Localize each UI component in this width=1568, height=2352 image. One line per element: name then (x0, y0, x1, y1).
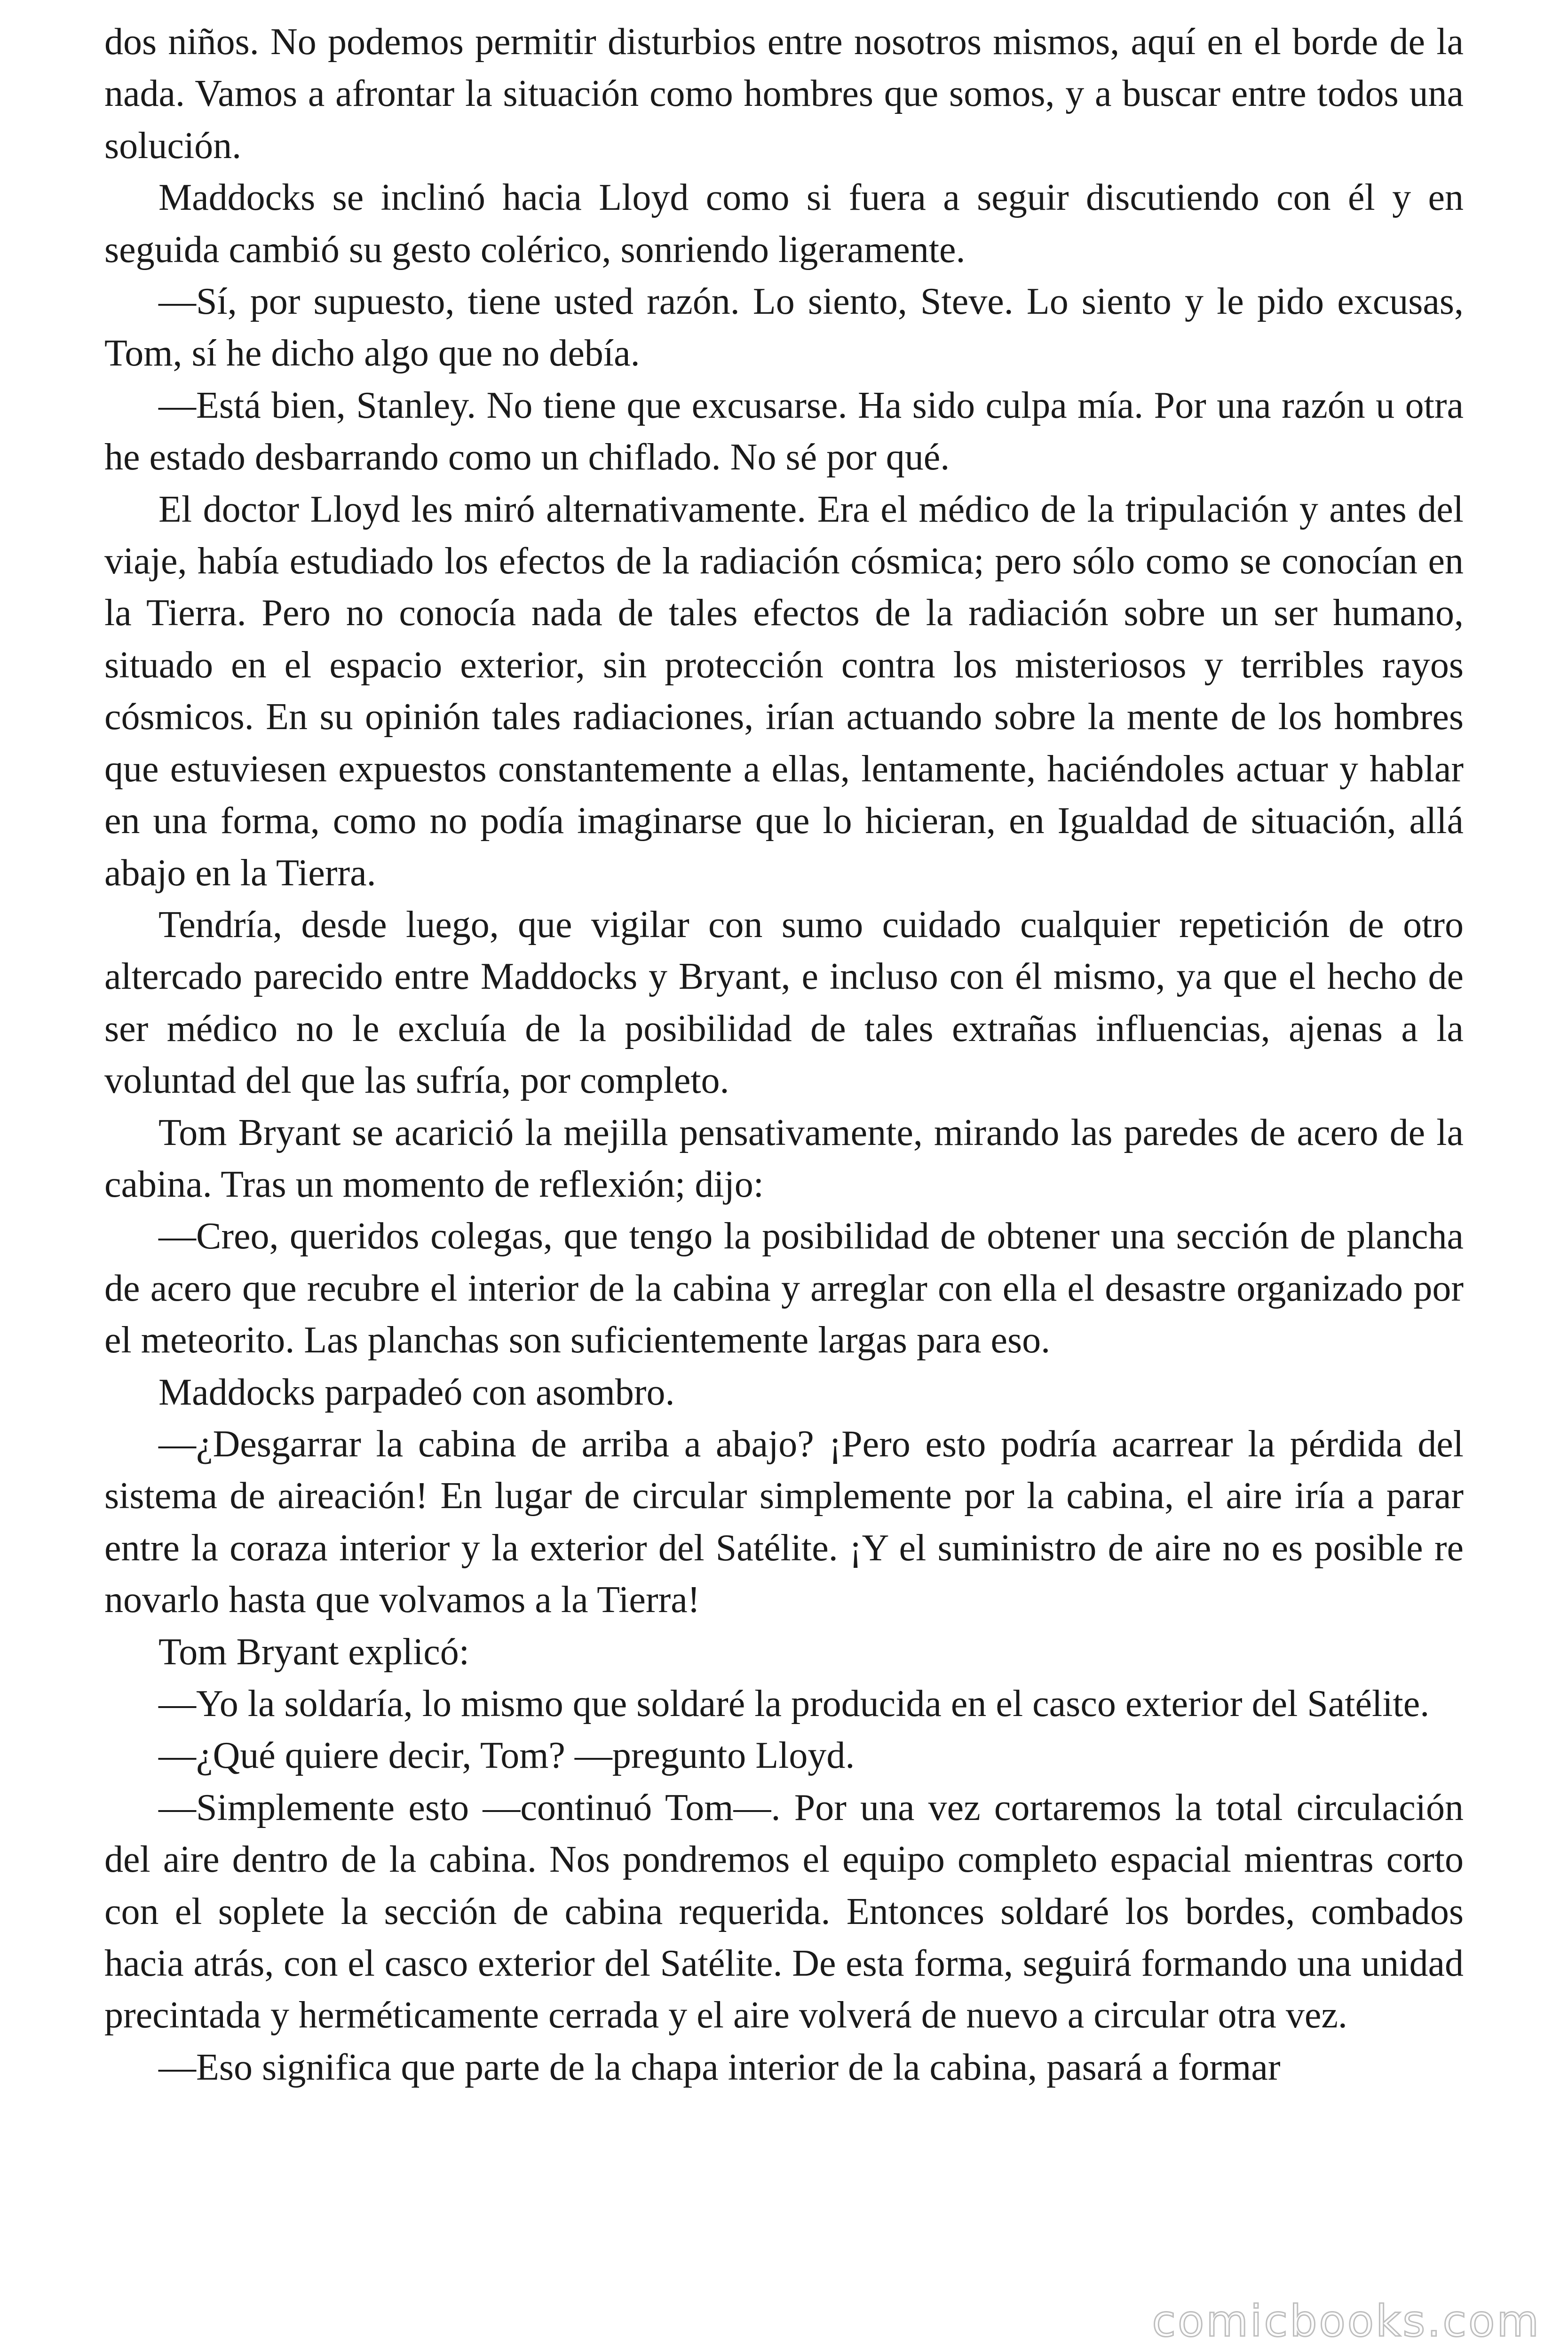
paragraph-9: Maddocks parpadeó con asombro. (158, 1371, 675, 1413)
paragraph-10: —¿Desgarrar la cabina de arriba a abajo? ¡Pero esto podría acarrear la pérdida del sistema de aireación! En lugar de circular simplemente por la cabina, el aire iría a parar entre la coraza interior y la exterior del Satélite. ¡Y el suministro de aire no es posible re novarlo hasta que volvamos a la Tierra! (104, 1423, 1464, 1621)
body-text (104, 16, 1464, 2093)
paragraph-6: Tendría, desde luego, que vigilar con sumo cuidado cualquier repetición de otro altercado parecido entre Maddocks y Bryant, e incluso con él mismo, ya que el hecho de ser médico no le excluía de la posibilidad de tales extrañas influencias, ajenas a la voluntad del que las sufría, por completo. (104, 904, 1464, 1102)
paragraph-4: —Está bien, Stanley. No tiene que excusarse. Ha sido culpa mía. Por una razón u otra he estado desbarrando como un chiflado. No sé por qué. (104, 384, 1464, 478)
watermark: comicbooks.com (1152, 2296, 1541, 2346)
paragraph-1: dos niños. No podemos permitir disturbios entre nosotros mismos, aquí en el borde de la nada. Vamos a afrontar la situación como hombres que somos, y a buscar entre todos una solución. (104, 21, 1464, 167)
paragraph-5: El doctor Lloyd les miró alternativamente. Era el médico de la tripulación y antes del viaje, había estudiado los efectos de la radiación cósmica; pero sólo como se conocían en la Tierra. Pero no conocía nada de tales efectos de la radiación sobre un ser humano, situado en el espacio exterior, sin protección contra los misteriosos y terribles rayos cósmicos. En su opinión tales radiaciones, irían actuando sobre la mente de los hombres que estuviesen expuestos constantemente a ellas, lentamente, haciéndoles actuar y hablar en una forma, como no podía imaginarse que lo hicieran, en Igualdad de situación, allá abajo en la Tierra. (104, 488, 1464, 894)
paragraph-8: —Creo, queridos colegas, que tengo la posibilidad de obtener una sección de plancha de acero que recubre el interior de la cabina y arreglar con ella el desastre organizado por el meteorito. Las planchas son suficientemente largas para eso. (104, 1216, 1464, 1361)
paragraph-15: —Eso significa que parte de la chapa interior de la cabina, pasará a formar (158, 2046, 1281, 2088)
paragraph-2: Maddocks se inclinó hacia Lloyd como si fuera a seguir discutiendo con él y en seguida cambió su gesto colérico, sonriendo ligeramente. (104, 177, 1464, 270)
paragraph-13: —¿Qué quiere decir, Tom? —pregunto Lloyd. (158, 1735, 855, 1777)
paragraph-7: Tom Bryant se acarició la mejilla pensativamente, mirando las paredes de acero de la cabina. Tras un momento de reflexión; dijo: (104, 1112, 1464, 1205)
paragraph-14: —Simplemente esto —continuó Tom—. Por una vez cortaremos la total circulación del aire dentro de la cabina. Nos pondremos el equipo completo espacial mientras corto con el soplete la sección de cabina requerida. Entonces soldaré los bordes, combados hacia atrás, con el casco exterior del Satélite. De esta forma, seguirá formando una unidad precintada y herméticamente cerrada y el aire volverá de nuevo a circular otra vez. (104, 1787, 1464, 2036)
paragraph-12: —Yo la soldaría, lo mismo que soldaré la producida en el casco exterior del Satélite. (158, 1683, 1430, 1724)
paragraph-11: Tom Bryant explicó: (158, 1631, 469, 1673)
paragraph-3: —Sí, por supuesto, tiene usted razón. Lo siento, Steve. Lo siento y le pido excusas, Tom, sí he dicho algo que no debía. (104, 281, 1464, 374)
